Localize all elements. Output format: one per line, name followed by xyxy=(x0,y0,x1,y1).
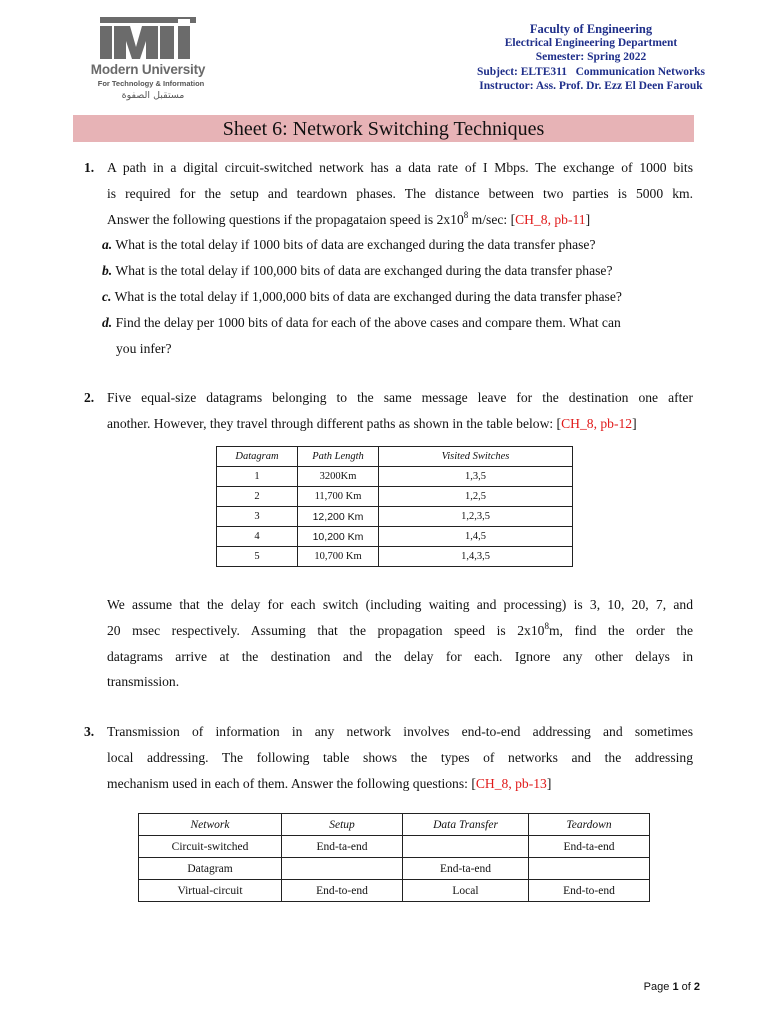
table-header: Setup xyxy=(282,814,403,836)
table-cell: 3 xyxy=(217,507,298,527)
sub-question-d xyxy=(102,315,621,331)
table-cell: 1 xyxy=(217,467,298,487)
text-fragment: mechanism used in each of them. Answer the following questions: [ xyxy=(107,776,476,791)
logo-tagline: For Technology & Information xyxy=(97,79,205,88)
question-text-line xyxy=(107,776,551,792)
subject: Subject: ELTE311 Communication Networks xyxy=(477,65,705,78)
sub-question-b xyxy=(102,263,612,279)
text-fragment: ] xyxy=(632,416,637,431)
question-text-line xyxy=(107,212,590,228)
table-row xyxy=(217,527,573,547)
table-cell: End-ta-end xyxy=(282,836,403,858)
sub-question-a xyxy=(102,237,596,253)
table-cell xyxy=(403,836,529,858)
table-cell: Local xyxy=(403,880,529,902)
instructor: Instructor: Ass. Prof. Dr. Ezz El Deen Farouk xyxy=(479,79,703,92)
sub-question-text: What is the total delay if 1,000,000 bits of data are exchanged during the data transfer phase? xyxy=(114,289,622,304)
problem-reference: CH_8, pb-12 xyxy=(561,416,633,431)
sub-question-letter: a. xyxy=(102,237,113,252)
department-name: Electrical Engineering Department xyxy=(504,37,678,50)
superscript: 8 xyxy=(544,621,549,631)
university-logo xyxy=(78,17,218,103)
total-pages: 2 xyxy=(693,981,700,993)
sub-question-text: you infer? xyxy=(116,341,172,356)
question-text-line: transmission. xyxy=(107,674,180,689)
table-row xyxy=(217,487,573,507)
sub-question-letter: b. xyxy=(102,263,113,278)
table-header: Teardown xyxy=(529,814,650,836)
question-text-line: A path in a digital circuit-switched network has a data rate of I Mbps. The exchange of 1000 bits xyxy=(107,160,693,175)
text-fragment: 20 msec respectively. Assuming that the propagation speed is 2x10 xyxy=(107,623,545,638)
question-text-line: datagrams arrive at the destination and the delay for each. Ignore any other delays in xyxy=(107,649,693,664)
datagram-table xyxy=(216,446,573,567)
table-header: Path Length xyxy=(298,447,379,467)
table-cell: 3200Km xyxy=(298,467,379,487)
question-text-line: is required for the setup and teardown phases. The distance between two parties is 5000 km. xyxy=(107,186,693,201)
text-fragment: ] xyxy=(585,212,591,227)
table-cell: 5 xyxy=(217,547,298,567)
table-cell: Circuit-switched xyxy=(139,836,282,858)
network-addressing-table xyxy=(138,813,650,902)
question-text-line: local addressing. The following table shows the types of networks and the addressing xyxy=(107,750,693,765)
superscript: 8 xyxy=(463,210,469,220)
sub-question-text: What is the total delay if 100,000 bits of data are exchanged during the data transfer phase? xyxy=(115,263,613,278)
table-cell: Virtual-circuit xyxy=(139,880,282,902)
table-row xyxy=(217,547,573,567)
table-cell: End-ta-end xyxy=(403,858,529,880)
text-fragment: ] xyxy=(546,776,552,791)
semester: Semester: Spring 2022 xyxy=(535,51,647,64)
sub-question-text: What is the total delay if 1000 bits of data are exchanged during the data transfer phase? xyxy=(115,237,596,252)
table-header-row xyxy=(217,447,573,467)
question-text-line xyxy=(107,623,693,639)
table-cell: Datagram xyxy=(139,858,282,880)
sub-question-text: Find the delay per 1000 bits of data for each of the above cases and compare them. What can xyxy=(115,315,621,330)
mti-logo-icon xyxy=(100,17,196,59)
sub-question-letter: c. xyxy=(102,289,112,304)
logo-arabic-text: مستقبل الصفوة xyxy=(121,90,185,101)
question-text-line xyxy=(107,416,637,432)
table-cell: 2 xyxy=(217,487,298,507)
text-fragment: Answer the following questions if the propagataion speed is 2x10 xyxy=(107,212,464,227)
table-cell xyxy=(282,858,403,880)
table-cell: 1,3,5 xyxy=(379,467,573,487)
table-row xyxy=(217,507,573,527)
table-cell: 1,4,3,5 xyxy=(379,547,573,567)
course-info xyxy=(452,22,730,93)
table-cell: 12,200 Km xyxy=(298,507,379,527)
table-row xyxy=(139,880,650,902)
logo-name: Modern University xyxy=(90,62,206,77)
sheet-title: Sheet 6: Network Switching Techniques xyxy=(73,115,694,142)
page-label: Page xyxy=(643,981,670,993)
table-cell: 10,700 Km xyxy=(298,547,379,567)
table-cell: 10,200 Km xyxy=(298,527,379,547)
table-row xyxy=(217,467,573,487)
question-text-line: Five equal-size datagrams belonging to the same message leave for the destination one after xyxy=(107,390,693,405)
table-cell: 11,700 Km xyxy=(298,487,379,507)
of-label: of xyxy=(681,981,691,993)
page-number xyxy=(620,981,700,993)
sub-question-c xyxy=(102,289,622,305)
table-header: Datagram xyxy=(217,447,298,467)
question-number: 3. xyxy=(84,724,95,739)
table-header-row xyxy=(139,814,650,836)
table-cell: 1,2,5 xyxy=(379,487,573,507)
table-cell: 4 xyxy=(217,527,298,547)
text-fragment: m, find the order the xyxy=(548,623,694,638)
question-number: 1. xyxy=(84,160,95,175)
table-row xyxy=(139,858,650,880)
question-text-line: We assume that the delay for each switch (including waiting and processing) is 3, 10, 20, 7, and xyxy=(107,597,693,612)
table-cell: 1,4,5 xyxy=(379,527,573,547)
problem-reference: CH_8, pb-11 xyxy=(515,212,586,227)
table-cell: 1,2,3,5 xyxy=(379,507,573,527)
table-cell: End-ta-end xyxy=(529,836,650,858)
table-cell: End-to-end xyxy=(529,880,650,902)
table-cell xyxy=(529,858,650,880)
text-fragment: another. However, they travel through different paths as shown in the table below: [ xyxy=(107,416,562,431)
faculty-name: Faculty of Engineering xyxy=(529,22,653,36)
problem-reference: CH_8, pb-13 xyxy=(475,776,547,791)
table-cell: End-to-end xyxy=(282,880,403,902)
table-header: Data Transfer xyxy=(403,814,529,836)
current-page: 1 xyxy=(672,981,679,993)
table-header: Visited Switches xyxy=(379,447,573,467)
table-row xyxy=(139,836,650,858)
question-text-line: Transmission of information in any network involves end-to-end addressing and sometimes xyxy=(107,724,693,739)
text-fragment: m/sec: [ xyxy=(468,212,516,227)
question-number: 2. xyxy=(84,390,95,405)
sub-question-letter: d. xyxy=(102,315,113,330)
table-header: Network xyxy=(139,814,282,836)
